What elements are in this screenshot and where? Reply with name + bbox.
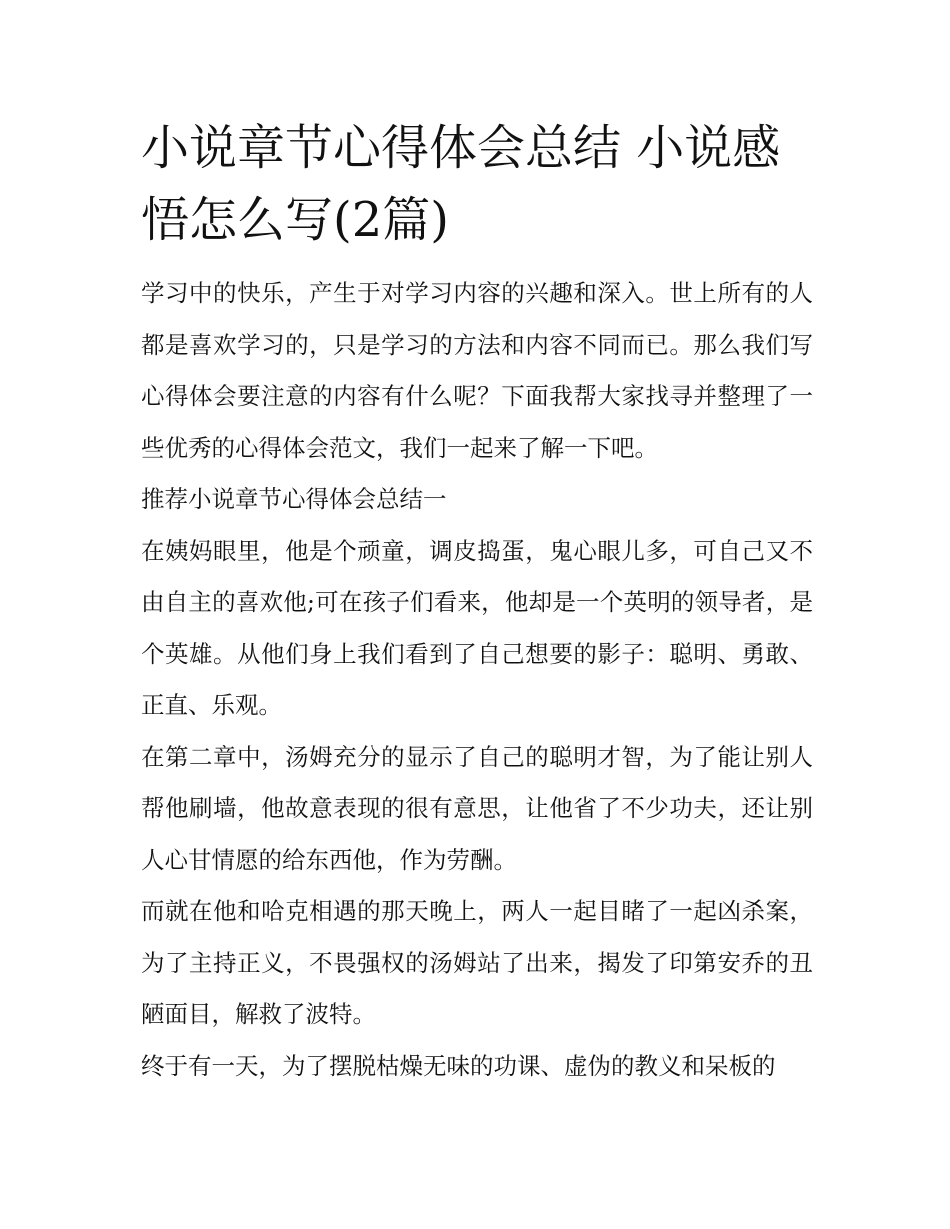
paragraph-2: 在第二章中，汤姆充分的显示了自己的聪明才智，为了能让别人帮他刷墙，他故意表现的很有意思，让他省了不少功夫，还让别人心甘情愿的给东西他，作为劳酬。 — [141, 742, 813, 874]
document-content — [141, 112, 813, 1092]
paragraph-1: 在姨妈眼里，他是个顽童，调皮捣蛋，鬼心眼儿多，可自己又不由自主的喜欢他;可在孩子们看来，他却是一个英明的领导者，是个英雄。从他们身上我们看到了自己想要的影子：聪明、勇敢、正直、乐观。 — [141, 536, 813, 719]
document-title: 小说章节心得体会总结 小说感悟怎么写(2篇) — [141, 120, 781, 248]
section-heading: 推荐小说章节心得体会总结一 — [141, 485, 447, 513]
paragraph-3: 而就在他和哈克相遇的那天晚上，两人一起目睹了一起凶杀案，为了主持正义，不畏强权的汤姆站了出来，揭发了印第安乔的丑陋面目，解救了波特。 — [141, 897, 813, 1028]
paragraph-4: 终于有一天，为了摆脱枯燥无味的功课、虚伪的教义和呆板的 — [141, 1051, 776, 1080]
paragraph-intro: 学习中的快乐，产生于对学习内容的兴趣和深入。世上所有的人都是喜欢学习的，只是学习的方法和内容不同而已。那么我们写心得体会要注意的内容有什么呢？下面我帮大家找寻并整理了一些优秀的心得体会范文，我们一起来了解一下吧。 — [141, 279, 813, 462]
document-body — [141, 268, 813, 1092]
